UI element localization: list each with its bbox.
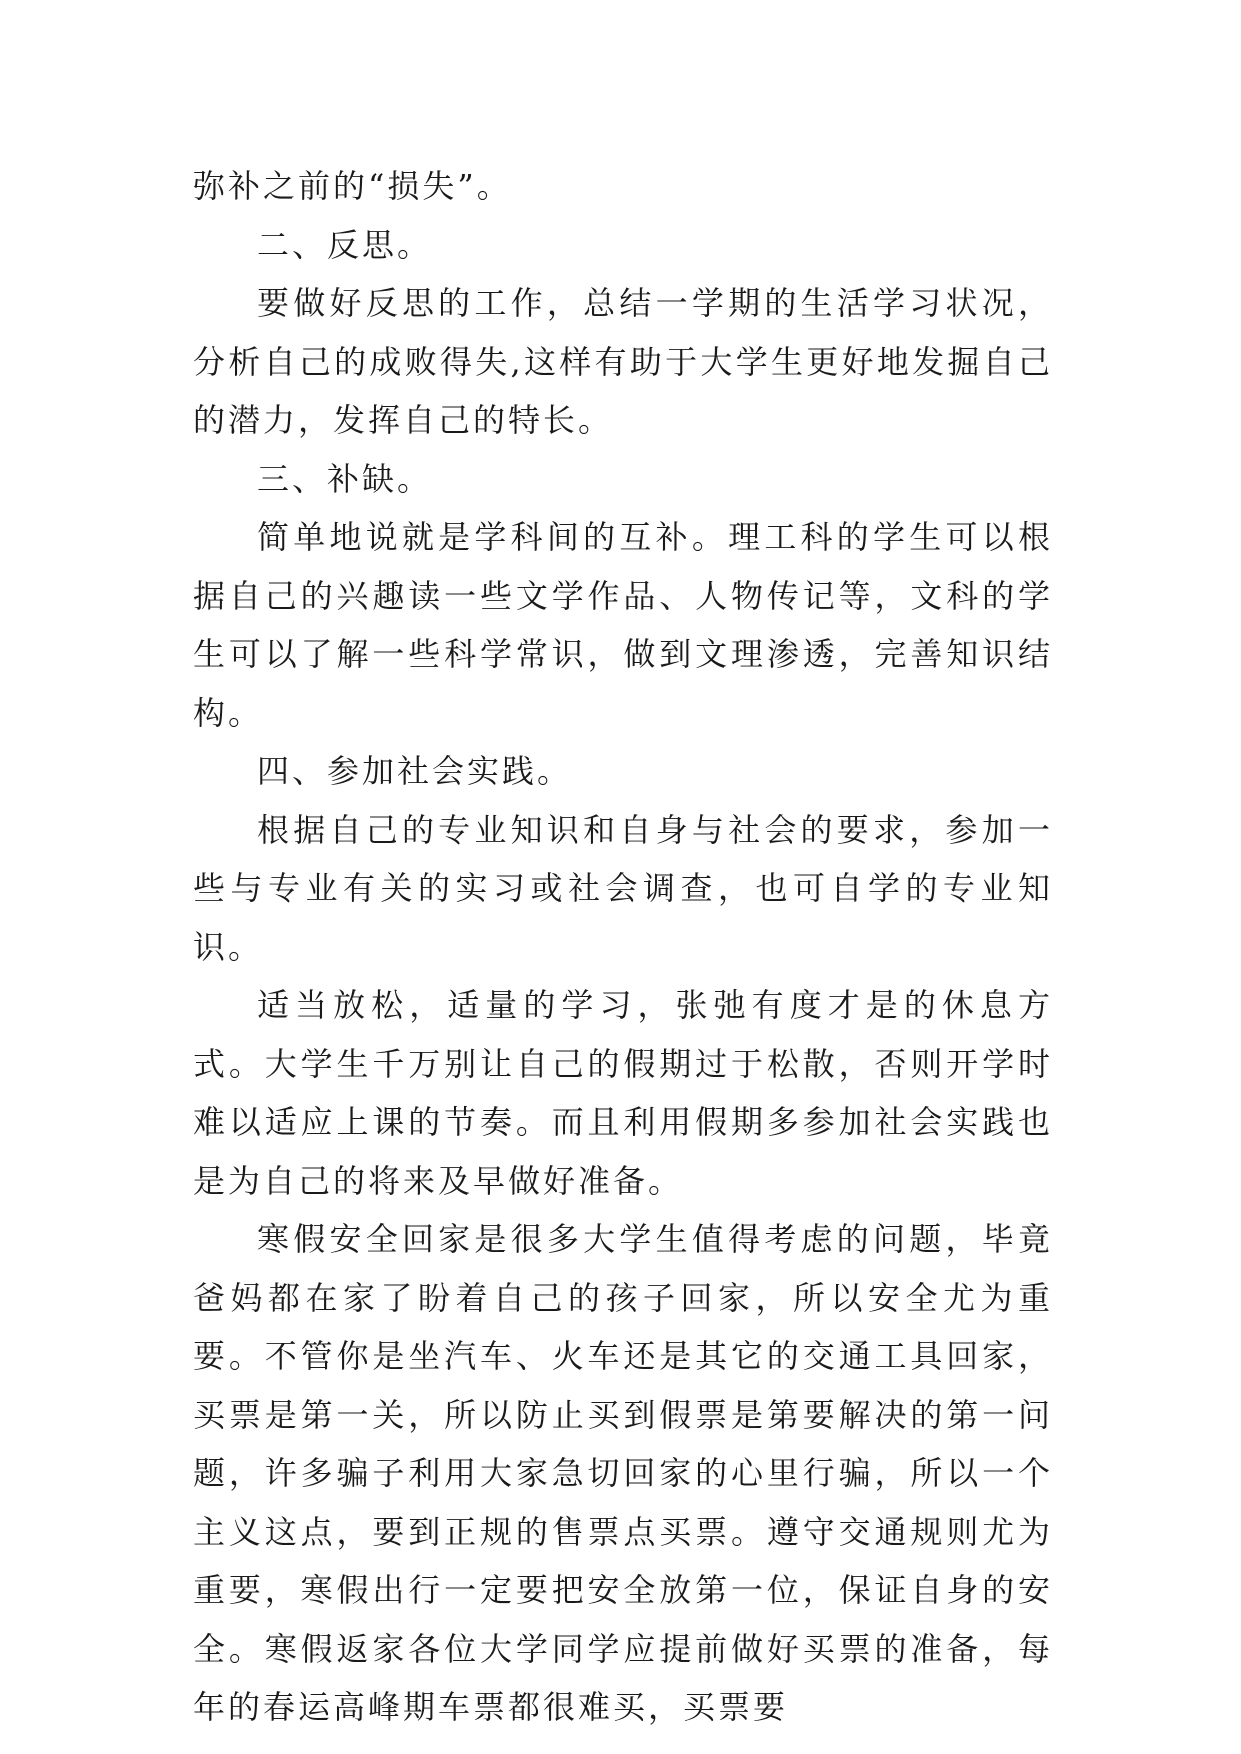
paragraph-social-practice: 根据自己的专业知识和自身与社会的要求，参加一些与专业有关的实习或社会调查，也可自学的专业知识。 [193, 810, 1053, 966]
heading-reflection: 二、反思。 [257, 225, 433, 264]
heading-supplement: 三、补缺。 [257, 459, 433, 498]
paragraph-supplement: 简单地说就是学科间的互补。理工科的学生可以根据自己的兴趣读一些文学作品、人物传记等，文科的学生可以了解一些科学常识，做到文理渗透，完善知识结构。 [193, 518, 1053, 732]
paragraph-reflection: 要做好反思的工作，总结一学期的生活学习状况，分析自己的成败得失,这样有助于大学生更好地发掘自己的潜力，发挥自己的特长。 [193, 284, 1053, 439]
paragraph-safety: 寒假安全回家是很多大学生值得考虑的问题，毕竟爸妈都在家了盼着自己的孩子回家，所以安全尤为重要。不管你是坐汽车、火车还是其它的交通工具回家，买票是第一关，所以防止买到假票是第要解决的第一问题，许多骗子利用大家急切回家的心里行骗，所以一个主义这点，要到正规的售票点买票。遵守交通规则尤为重要，寒假出行一定要把安全放第一位，保证自身的安全。寒假返家各位大学同学应提前做好买票的准备，每年的春运高峰期车票都很难买，买票要 [193, 1220, 1053, 1726]
document-body [193, 157, 1053, 1737]
heading-social-practice: 四、参加社会实践。 [257, 752, 573, 790]
paragraph-relaxation: 适当放松，适量的学习，张弛有度才是的休息方式。大学生千万别让自己的假期过于松散，否则开学时难以适应上课的节奏。而且利用假期多参加社会实践也是为自己的将来及早做好准备。 [193, 986, 1053, 1200]
paragraph-continuation: 弥补之前的“损失”。 [193, 167, 512, 205]
